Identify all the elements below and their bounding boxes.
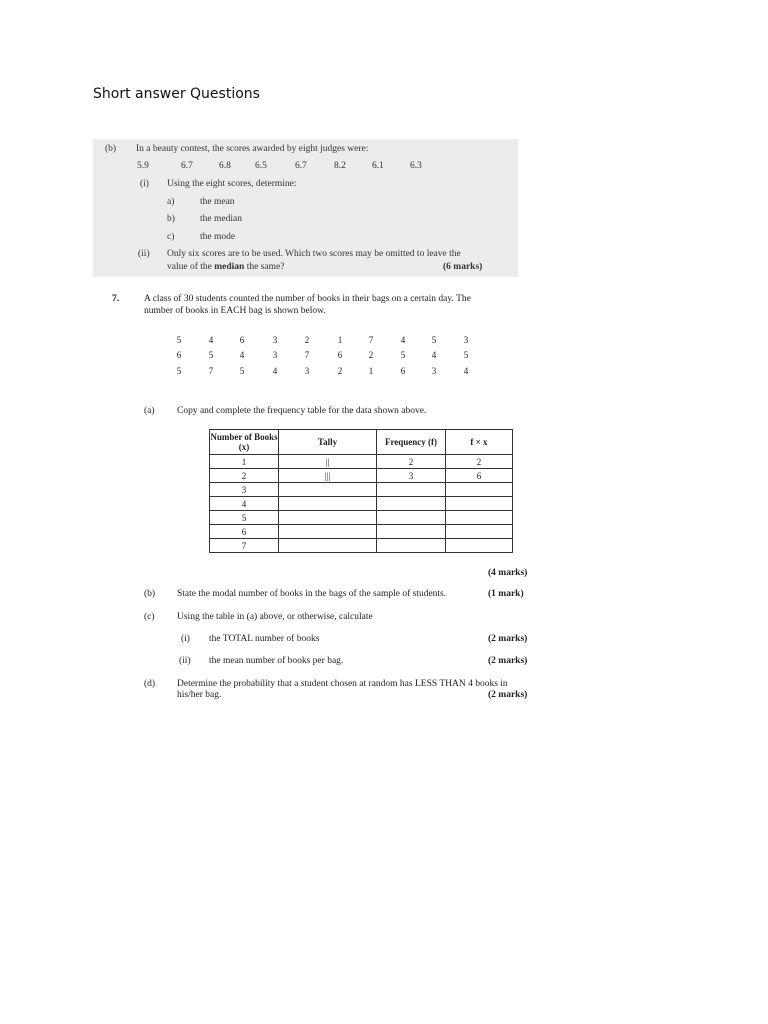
table-row — [210, 539, 513, 553]
header-tally: Tally — [279, 430, 377, 455]
part-text: Determine the probability that a student chosen at random has LESS THAN 4 books in — [177, 679, 508, 689]
data-value: 6 — [400, 366, 406, 376]
score: 6.8 — [219, 161, 231, 171]
marks-label: (6 marks) — [443, 262, 483, 272]
data-value: 1 — [337, 335, 343, 345]
table-cell — [377, 525, 446, 539]
header-frequency: Frequency (f) — [377, 430, 446, 455]
table-cell — [446, 539, 513, 553]
table-cell: 6 — [446, 469, 513, 483]
table-cell — [377, 483, 446, 497]
table-row — [210, 525, 513, 539]
sub-part-text: the TOTAL number of books — [209, 634, 320, 644]
marks-label: (2 marks) — [488, 634, 528, 644]
table-cell — [279, 497, 377, 511]
data-value: 5 — [239, 366, 245, 376]
sub-part-text: Only six scores are to be used. Which two scores may be omitted to leave the — [167, 249, 461, 259]
score: 6.7 — [295, 161, 307, 171]
table-cell — [446, 483, 513, 497]
table-cell — [377, 539, 446, 553]
data-value: 6 — [239, 335, 245, 345]
table-cell — [279, 539, 377, 553]
data-value: 4 — [272, 366, 278, 376]
table-header-row — [210, 430, 513, 455]
item-label: c) — [167, 232, 175, 242]
data-value: 5 — [463, 350, 469, 360]
data-value: 4 — [431, 350, 437, 360]
item-label: a) — [167, 197, 175, 207]
part-text: Using the table in (a) above, or otherwise, calculate — [177, 612, 373, 622]
data-value: 4 — [400, 335, 406, 345]
table-row — [210, 469, 513, 483]
data-value: 3 — [431, 366, 437, 376]
marks-label: (1 mark) — [488, 589, 524, 599]
data-value: 2 — [337, 366, 343, 376]
sub-part-label: (i) — [140, 179, 149, 189]
score: 6.5 — [255, 161, 267, 171]
score: 5.9 — [137, 161, 149, 171]
data-value: 4 — [208, 335, 214, 345]
item-label: b) — [167, 214, 175, 224]
table-cell: 3 — [210, 483, 279, 497]
data-value: 5 — [208, 350, 214, 360]
score: 6.7 — [181, 161, 193, 171]
table-row — [210, 455, 513, 469]
marks-label: (4 marks) — [488, 568, 528, 578]
table-row — [210, 483, 513, 497]
median-emphasis: median — [214, 262, 245, 272]
table-cell: 6 — [210, 525, 279, 539]
data-value: 4 — [463, 366, 469, 376]
table-row — [210, 511, 513, 525]
data-value: 2 — [368, 350, 374, 360]
table-cell: 7 — [210, 539, 279, 553]
data-value: 5 — [176, 335, 182, 345]
table-row — [210, 497, 513, 511]
score: 6.3 — [410, 161, 422, 171]
question-intro: In a beauty contest, the scores awarded by eight judges were: — [136, 144, 369, 154]
sub-part-text-line2 — [167, 262, 284, 272]
part-label: (a) — [144, 406, 155, 416]
marks-label: (2 marks) — [488, 690, 528, 700]
table-cell: 2 — [377, 455, 446, 469]
item-text: the mean — [200, 197, 235, 207]
table-cell: 2 — [446, 455, 513, 469]
sub-part-text: the mean number of books per bag. — [209, 656, 344, 666]
data-value: 1 — [368, 366, 374, 376]
data-value: 7 — [208, 366, 214, 376]
text-run: value of the — [167, 262, 215, 272]
data-value: 5 — [176, 366, 182, 376]
table-cell: 4 — [210, 497, 279, 511]
part-text: Copy and complete the frequency table for the data shown above. — [177, 406, 427, 416]
data-value: 5 — [431, 335, 437, 345]
table-cell: 5 — [210, 511, 279, 525]
table-cell: || — [279, 455, 377, 469]
text-run: the same? — [244, 262, 285, 272]
item-text: the median — [200, 214, 242, 224]
data-value: 2 — [304, 335, 310, 345]
header-number-of-books: Number of Books (x) — [210, 430, 279, 455]
part-label: (c) — [144, 612, 155, 622]
frequency-table — [209, 429, 513, 553]
header-fx: f × x — [446, 430, 513, 455]
table-cell — [377, 497, 446, 511]
part-label: (b) — [144, 589, 156, 599]
table-cell — [279, 511, 377, 525]
table-cell — [279, 525, 377, 539]
data-value: 6 — [337, 350, 343, 360]
table-cell — [446, 511, 513, 525]
data-value: 6 — [176, 350, 182, 360]
item-text: the mode — [200, 232, 236, 242]
question-number: 7. — [112, 294, 120, 304]
sub-part-label: (i) — [181, 634, 190, 644]
data-value: 7 — [368, 335, 374, 345]
part-text-line2: his/her bag. — [177, 690, 222, 700]
data-value: 4 — [239, 350, 245, 360]
marks-label: (2 marks) — [488, 656, 528, 666]
page-heading: Short answer Questions — [93, 86, 260, 102]
table-cell — [377, 511, 446, 525]
part-label: (d) — [144, 679, 156, 689]
score: 8.2 — [334, 161, 346, 171]
table-cell: ||| — [279, 469, 377, 483]
table-cell: 3 — [377, 469, 446, 483]
sub-part-label: (ii) — [179, 656, 191, 666]
table-cell — [446, 525, 513, 539]
data-value: 3 — [272, 335, 278, 345]
score: 6.1 — [372, 161, 384, 171]
beauty-contest-question — [93, 139, 518, 277]
part-text: State the modal number of books in the bags of the sample of students. — [177, 589, 447, 599]
table-cell — [446, 497, 513, 511]
question-intro: A class of 30 students counted the number of books in their bags on a certain day. The — [144, 294, 471, 304]
data-value: 3 — [272, 350, 278, 360]
sub-part-text: Using the eight scores, determine: — [167, 179, 297, 189]
part-label: (b) — [105, 144, 117, 154]
sub-part-label: (ii) — [138, 249, 150, 259]
data-value: 3 — [463, 335, 469, 345]
data-value: 5 — [400, 350, 406, 360]
table-cell — [279, 483, 377, 497]
data-value: 3 — [304, 366, 310, 376]
table-cell: 2 — [210, 469, 279, 483]
data-value: 7 — [304, 350, 310, 360]
table-cell: 1 — [210, 455, 279, 469]
question-intro-line2: number of books in EACH bag is shown below. — [144, 306, 326, 316]
